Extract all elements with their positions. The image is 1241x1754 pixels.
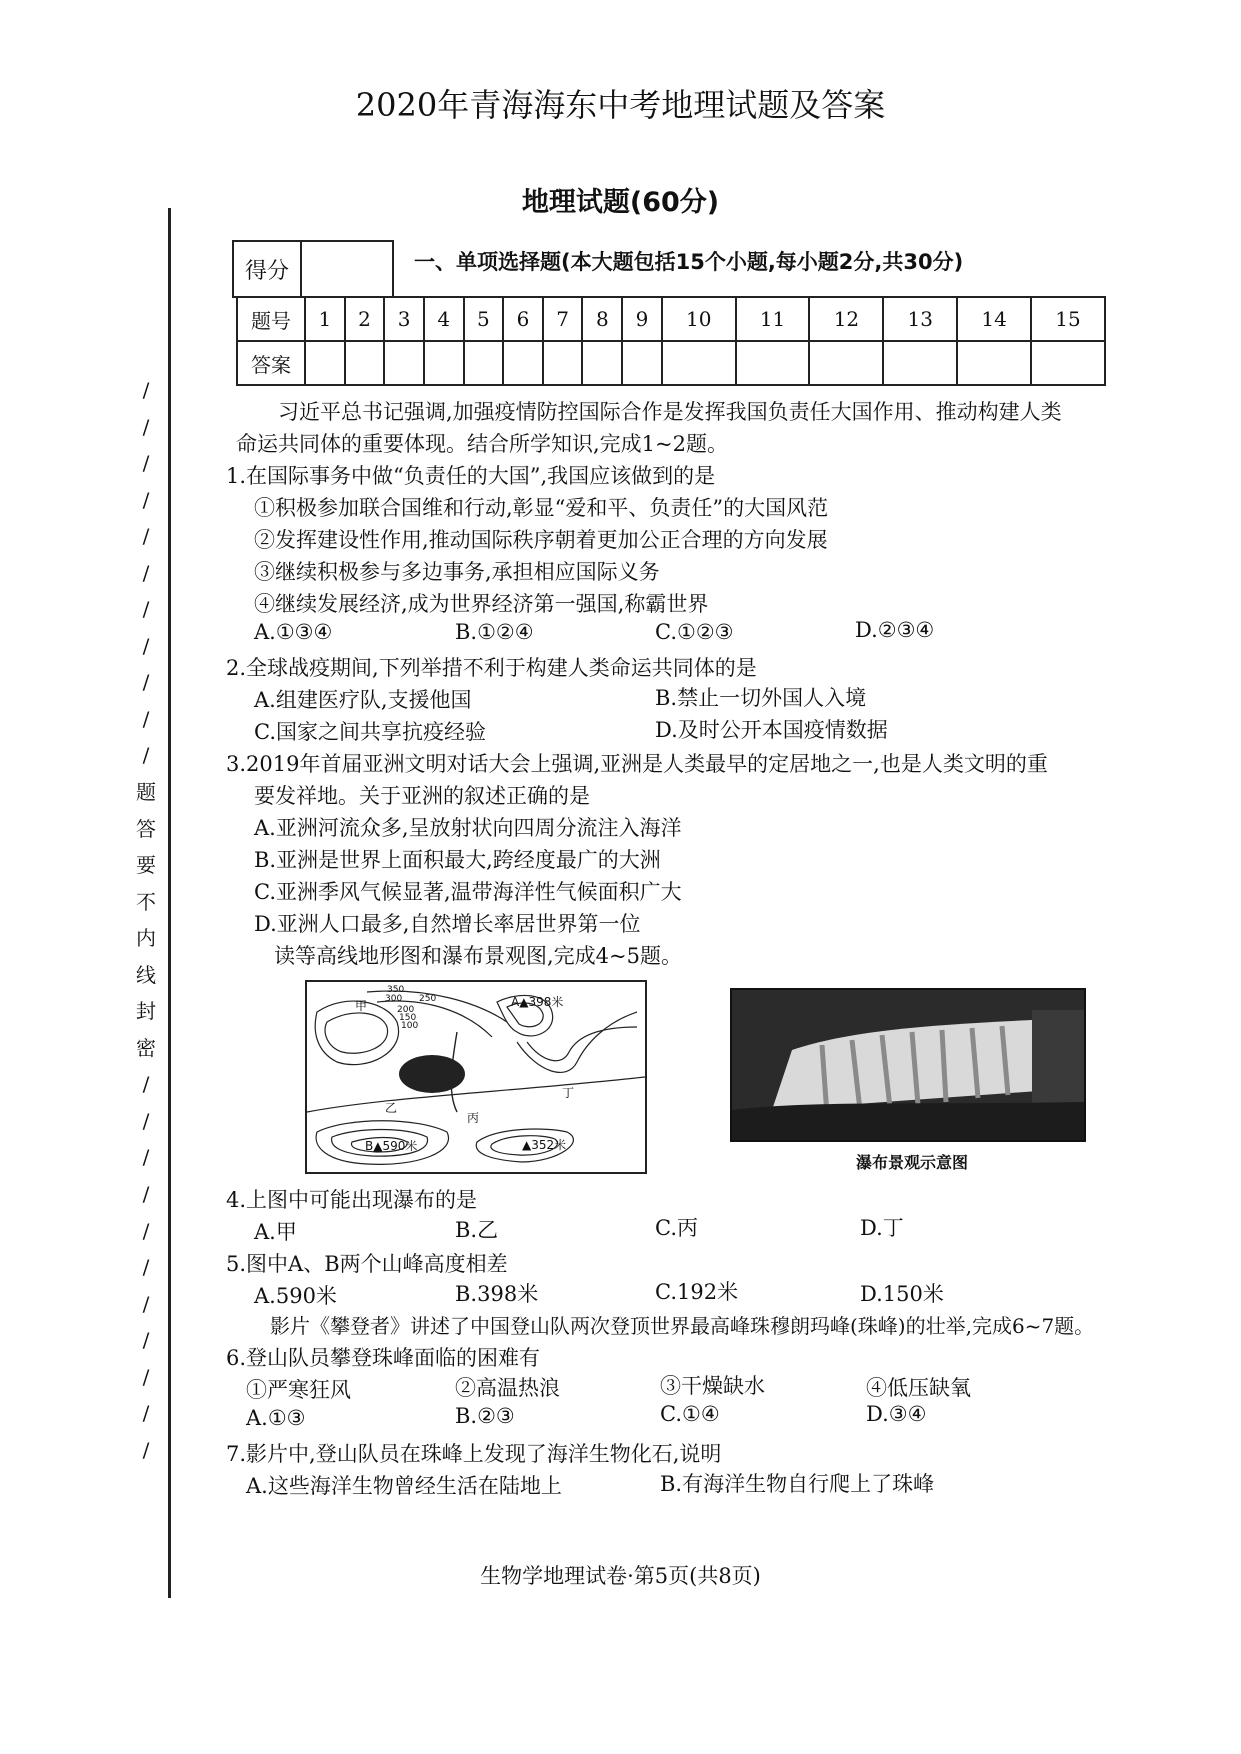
question-number-cell: 9 — [622, 297, 662, 341]
binding-margin-char: 密 — [136, 1035, 156, 1060]
question-number-label: 题号 — [237, 297, 305, 341]
q6-statement-4: ④低压缺氧 — [866, 1376, 971, 1400]
question-6: 6.登山队员攀登珠峰面临的困难有 — [226, 1346, 541, 1370]
binding-margin-char: 要 — [136, 853, 156, 878]
answer-row-label: 答案 — [237, 341, 305, 385]
answer-cell — [305, 341, 345, 385]
binding-margin-char: / — [142, 487, 150, 512]
contour-label-100: 100 — [401, 1021, 419, 1031]
intro-q1-2-line2: 命运共同体的重要体现。结合所学知识,完成1~2题。 — [236, 432, 728, 456]
question-number-cell: 12 — [809, 297, 883, 341]
binding-margin-char: / — [142, 1145, 150, 1170]
question-3-line2: 要发祥地。关于亚洲的叙述正确的是 — [254, 784, 590, 808]
q5-option-c: C.192米 — [655, 1280, 739, 1304]
binding-margin-char: 内 — [136, 926, 156, 951]
contour-map-svg — [307, 982, 645, 1172]
contour-line — [377, 1001, 492, 1037]
binding-margin-char: / — [142, 1401, 150, 1426]
q6-statement-3: ③干燥缺水 — [660, 1374, 765, 1398]
waterfall-illustration — [732, 990, 1084, 1140]
q6-statement-1: ①严寒狂风 — [246, 1378, 351, 1402]
figure-caption: 瀑布景观示意图 — [856, 1153, 969, 1172]
peak-a-label: A▲398米 — [511, 995, 564, 1009]
q4-option-c: C.丙 — [655, 1216, 698, 1240]
answer-cell — [662, 341, 736, 385]
binding-margin-char: / — [142, 1218, 150, 1243]
point-ding-label: 丁 — [562, 1086, 575, 1100]
q7-option-b: B.有海洋生物自行爬上了珠峰 — [660, 1472, 935, 1496]
point-jia-label: 甲 — [355, 999, 368, 1013]
contour-label-350: 350 — [387, 985, 405, 995]
answer-cell — [464, 341, 504, 385]
score-label: 得分 — [234, 242, 302, 296]
answer-cell — [809, 341, 883, 385]
answer-cell — [503, 341, 543, 385]
question-5: 5.图中A、B两个山峰高度相差 — [226, 1252, 508, 1276]
q2-option-d: D.及时公开本国疫情数据 — [655, 718, 888, 742]
binding-margin-char: / — [142, 597, 150, 622]
contour-map-figure — [305, 980, 647, 1174]
section-title: 地理试题(60分) — [521, 187, 720, 218]
contour-line — [325, 1013, 387, 1053]
section-intro: 一、单项选择题(本大题包括15个小题,每小题2分,共30分) — [414, 250, 964, 274]
q4-option-b: B.乙 — [455, 1218, 499, 1242]
question-number-cell: 14 — [957, 297, 1031, 341]
q5-option-b: B.398米 — [455, 1282, 539, 1306]
question-4: 4.上图中可能出现瀑布的是 — [226, 1188, 478, 1212]
q6-option-d: D.③④ — [866, 1402, 927, 1426]
question-3-line1: 3.2019年首届亚洲文明对话大会上强调,亚洲是人类最早的定居地之一,也是人类文明的重 — [226, 752, 1048, 776]
binding-margin-char: / — [142, 1108, 150, 1133]
point-bing-label: 丙 — [467, 1111, 480, 1125]
binding-margin-char: / — [142, 1182, 150, 1207]
q3-option-a: A.亚洲河流众多,呈放射状向四周分流注入海洋 — [254, 816, 682, 840]
page-footer: 生物学地理试卷·第5页(共8页) — [480, 1564, 761, 1588]
question-number-cell: 4 — [424, 297, 464, 341]
binding-margin-char: / — [142, 451, 150, 476]
answer-cell — [345, 341, 385, 385]
binding-margin-char: / — [142, 560, 150, 585]
q6-option-a: A.①③ — [246, 1406, 306, 1430]
contour-label-150: 150 — [399, 1013, 417, 1023]
binding-margin-char: / — [142, 1364, 150, 1389]
q2-option-c: C.国家之间共享抗疫经验 — [254, 720, 486, 744]
answer-cell — [736, 341, 810, 385]
q3-option-c: C.亚洲季风气候显著,温带海洋性气候面积广大 — [254, 880, 682, 904]
waterfall-photo — [730, 988, 1086, 1142]
q6-option-b: B.②③ — [455, 1404, 515, 1428]
binding-margin-char: / — [142, 1328, 150, 1353]
answer-cell — [424, 341, 464, 385]
question-1: 1.在国际事务中做“负责任的大国”,我国应该做到的是 — [226, 464, 716, 488]
q1-option-d: D.②③④ — [855, 618, 935, 642]
q2-option-a: A.组建医疗队,支援他国 — [254, 688, 472, 712]
binding-margin-char: / — [142, 1291, 150, 1316]
q1-option-c: C.①②③ — [655, 620, 734, 644]
binding-margin-char: / — [142, 1072, 150, 1097]
binding-margin-char: 线 — [136, 962, 156, 987]
q2-option-b: B.禁止一切外国人入境 — [655, 686, 867, 710]
binding-margin-char: 题 — [136, 780, 156, 805]
contour-line — [307, 1077, 645, 1112]
q4-option-d: D.丁 — [860, 1216, 904, 1240]
question-7: 7.影片中,登山队员在珠峰上发现了海洋生物化石,说明 — [226, 1442, 722, 1466]
binding-margin-char: / — [142, 743, 150, 768]
answer-cell — [582, 341, 622, 385]
question-number-cell: 8 — [582, 297, 622, 341]
question-number-cell: 2 — [345, 297, 385, 341]
question-number-cell: 7 — [543, 297, 583, 341]
binding-margin-char: 答 — [136, 816, 156, 841]
peak-b-label: B▲590米 — [365, 1139, 418, 1153]
q5-option-d: D.150米 — [860, 1282, 944, 1306]
question-number-cell: 3 — [384, 297, 424, 341]
answer-cell — [883, 341, 957, 385]
q1-statement-2: ②发挥建设性作用,推动国际秩序朝着更加公正合理的方向发展 — [254, 528, 828, 552]
intro-q4-5: 读等高线地形图和瀑布景观图,完成4~5题。 — [274, 944, 682, 968]
q1-statement-4: ④继续发展经济,成为世界经济第一强国,称霸世界 — [254, 592, 709, 616]
binding-margin-char: / — [142, 524, 150, 549]
question-number-cell: 1 — [305, 297, 345, 341]
point-yi-label: 乙 — [385, 1101, 398, 1115]
score-blank — [302, 242, 392, 296]
answer-cell — [1031, 341, 1105, 385]
peak-352-label: ▲352米 — [522, 1138, 567, 1152]
binding-margin-char: / — [142, 414, 150, 439]
binding-line — [168, 208, 171, 1598]
lake-shape — [399, 1055, 465, 1093]
q1-statement-3: ③继续积极参与多边事务,承担相应国际义务 — [254, 560, 660, 584]
binding-margin-char: / — [142, 1437, 150, 1462]
contour-label-250: 250 — [419, 994, 437, 1004]
question-number-cell: 13 — [883, 297, 957, 341]
binding-margin-char: / — [142, 670, 150, 695]
answer-table — [236, 296, 1106, 386]
question-number-cell: 15 — [1031, 297, 1105, 341]
binding-margin-char: / — [142, 706, 150, 731]
q3-option-b: B.亚洲是世界上面积最大,跨经度最广的大洲 — [254, 848, 661, 872]
question-number-cell: 6 — [503, 297, 543, 341]
binding-margin-notice — [128, 380, 164, 1460]
q1-statement-1: ①积极参加联合国维和行动,彰显“爱和平、负责任”的大国风范 — [254, 496, 829, 520]
q5-option-a: A.590米 — [254, 1284, 337, 1308]
q7-option-a: A.这些海洋生物曾经生活在陆地上 — [246, 1474, 562, 1498]
q6-option-c: C.①④ — [660, 1402, 720, 1426]
q1-option-b: B.①②④ — [455, 620, 534, 644]
question-2: 2.全球战疫期间,下列举措不利于构建人类命运共同体的是 — [226, 656, 757, 680]
binding-margin-char: / — [142, 1255, 150, 1280]
binding-margin-char: / — [142, 633, 150, 658]
q3-option-d: D.亚洲人口最多,自然增长率居世界第一位 — [254, 912, 641, 936]
intro-q6-7: 影片《攀登者》讲述了中国登山队两次登顶世界最高峰珠穆朗玛峰(珠峰)的壮举,完成6~7题。 — [270, 1314, 1095, 1338]
answer-cell — [957, 341, 1031, 385]
answer-cell — [543, 341, 583, 385]
answer-cell — [622, 341, 662, 385]
q1-option-a: A.①③④ — [254, 620, 333, 644]
binding-margin-char: / — [142, 378, 150, 402]
binding-margin-char: 不 — [136, 889, 156, 914]
score-box — [232, 240, 394, 298]
q4-option-a: A.甲 — [254, 1220, 297, 1244]
document-title: 2020年青海海东中考地理试题及答案 — [355, 86, 886, 124]
q6-statement-2: ②高温热浪 — [455, 1376, 560, 1400]
answer-cell — [384, 341, 424, 385]
intro-q1-2-line1: 习近平总书记强调,加强疫情防控国际合作是发挥我国负责任大国作用、推动构建人类 — [278, 400, 1062, 424]
contour-label-200: 200 — [397, 1005, 415, 1015]
contour-label-300: 300 — [385, 994, 403, 1004]
question-number-cell: 11 — [736, 297, 810, 341]
question-number-cell: 10 — [662, 297, 736, 341]
question-number-cell: 5 — [464, 297, 504, 341]
binding-margin-char: 封 — [136, 999, 156, 1024]
